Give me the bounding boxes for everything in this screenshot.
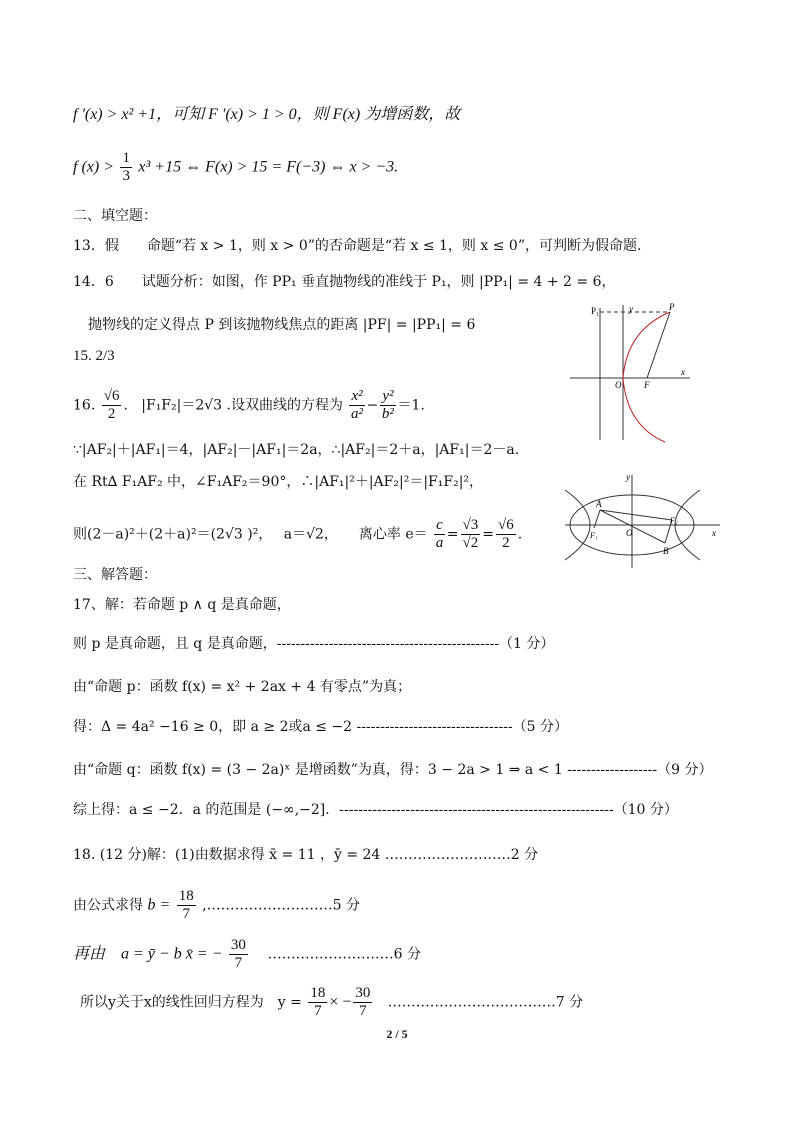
label-P1: P₁ [591,306,600,316]
answer-18-line-4: 所以y关于x的线性回归方程为 y = $\frac{18}{7}$ × − $\frac{30}{7}$ ………………………………7 分 [80,985,584,1019]
fraction-c-a: $\frac{c}{a}$ [435,517,444,551]
fraction-30-7-b: $\frac{30}{7}$ [355,985,371,1019]
derivation-line-1: f '(x) > x² +1，可知 F '(x) > 1 > 0，则 F(x) 为增函数，故 [73,106,461,123]
fraction-sqrt6-over-2: $\frac{√6}{2}$ [103,388,120,422]
label-O: O [626,528,633,538]
label-x: x [681,367,685,377]
answer-16-line-2: ∵|AF₂|＋|AF₁|＝4，|AF₂|－|AF₁|＝2a，∴|AF₂|＝2＋a，|AF₁|＝2－a. [73,442,520,458]
fraction-18-7-b: $\frac{18}{7}$ [310,985,326,1019]
fraction-sqrt3-sqrt2: $\frac{√3}{√2}$ [462,517,479,551]
answer-15: 15. 2/3 [73,348,115,364]
ellipse-hyperbola-figure [560,470,730,570]
label-P: P [669,302,675,312]
label-F1: F₁ [590,531,598,540]
label-y: y [629,304,633,314]
answer-16-line-3: 在 Rt∆ F₁AF₂ 中，∠F₁AF₂＝90°，∴|AF₁|²＋|AF₂|²＝|F₁F₂|²， [73,474,484,490]
answer-17-line-6: 综上得：a ≤ −2．a 的范围是 (−∞,−2]．----------------------------------------------------------（10 分） [73,802,678,818]
answer-17-line-1: 17、解：若命题 p ∧ q 是真命题， [73,597,291,613]
fraction-x2-a2: $\frac{\text{x²}}{\text{a²}}$ [351,388,364,422]
label-A: A [596,499,602,509]
answer-13: 13．假 命题“若 x > 1，则 x > 0”的否命题是“若 x ≤ 1，则 x ≤ 0”，可判断为假命题. [73,238,642,254]
parabola-figure [565,300,700,445]
answer-16-line-4: 则(2－a)²＋(2＋a)²＝(2√3 )²， a＝√2， 离心率 e＝ $\frac{c}{a}$ = $\frac{√3}{√2}$ = $\frac{√6}{2}$ . [73,517,523,551]
answer-18-line-3: 再由 a = ȳ − b x̄ = − $\frac{30}{7}$ ………………………6 分 [73,937,422,971]
page-number: 2 / 5 [386,1027,408,1041]
label-O: O [615,380,622,390]
answer-17-line-4: 得：Δ = 4a² −16 ≥ 0，即 a ≥ 2或a ≤ −2 ---------------------------------（5 分） [73,719,569,735]
label-F2: F₂ [670,516,678,525]
fraction-y2-b2: $\frac{\text{y²}}{\text{b²}}$ [381,388,394,422]
label-B: B [663,546,669,556]
answer-14: 14．6 试题分析：如图，作 PP₁ 垂直抛物线的准线于 P₁，则 |PP₁| = 4 + 2 = 6， [73,274,616,290]
fraction-one-third: $\frac{1}{3}$ [122,150,130,184]
label-F: F [644,380,650,390]
answer-17-line-5: 由“命题 q：函数 f(x) = (3 − 2a)ˣ 是增函数”为真，得：3 − 2a > 1 ⇒ a < 1 -------------------（9 分） [73,762,713,778]
fraction-18-7: $\frac{18}{7}$ [178,888,194,922]
label-x: x [712,528,716,538]
fraction-30-7: $\frac{30}{7}$ [230,937,246,971]
answer-17-line-2: 则 p 是真命题，且 q 是真命题，-----------------------------------------------（1 分） [73,636,555,652]
section-fill-in-heading: 二、填空题： [73,208,157,224]
answer-16: 16. $\frac{√6}{2}$ . |F₁F₂|＝2√3 .设双曲线的方程为 $\frac{\text{x²}}{\text{a²}}$ − $\frac{\text{y²}}{\text{b²}}$ ＝1. [73,388,425,422]
answer-14-cont: 抛物线的定义得点 P 到该抛物线焦点的距离 |PF| = |PP₁| = 6 [88,317,476,333]
answer-17-line-3: 由“命题 p：函数 f(x) = x² + 2ax + 4 有零点”为真； [73,679,412,695]
fraction-sqrt6-2: $\frac{√6}{2}$ [498,517,514,551]
section-solve-heading: 三、解答题： [73,567,157,583]
label-y: y [626,472,630,482]
derivation-line-2: f (x) > $\frac{1}{3}$ x³ +15 ⇔ F(x) > 15 = F(−3) ⇔ x > −3. [73,150,399,184]
answer-18-line-1: 18. (12 分)解：(1)由数据求得 x̄ = 11 ，ȳ = 24 ………………………2 分 [73,847,539,863]
answer-18-line-2: 由公式求得 b = $\frac{18}{7}$ ,………………………5 分 [73,888,360,922]
